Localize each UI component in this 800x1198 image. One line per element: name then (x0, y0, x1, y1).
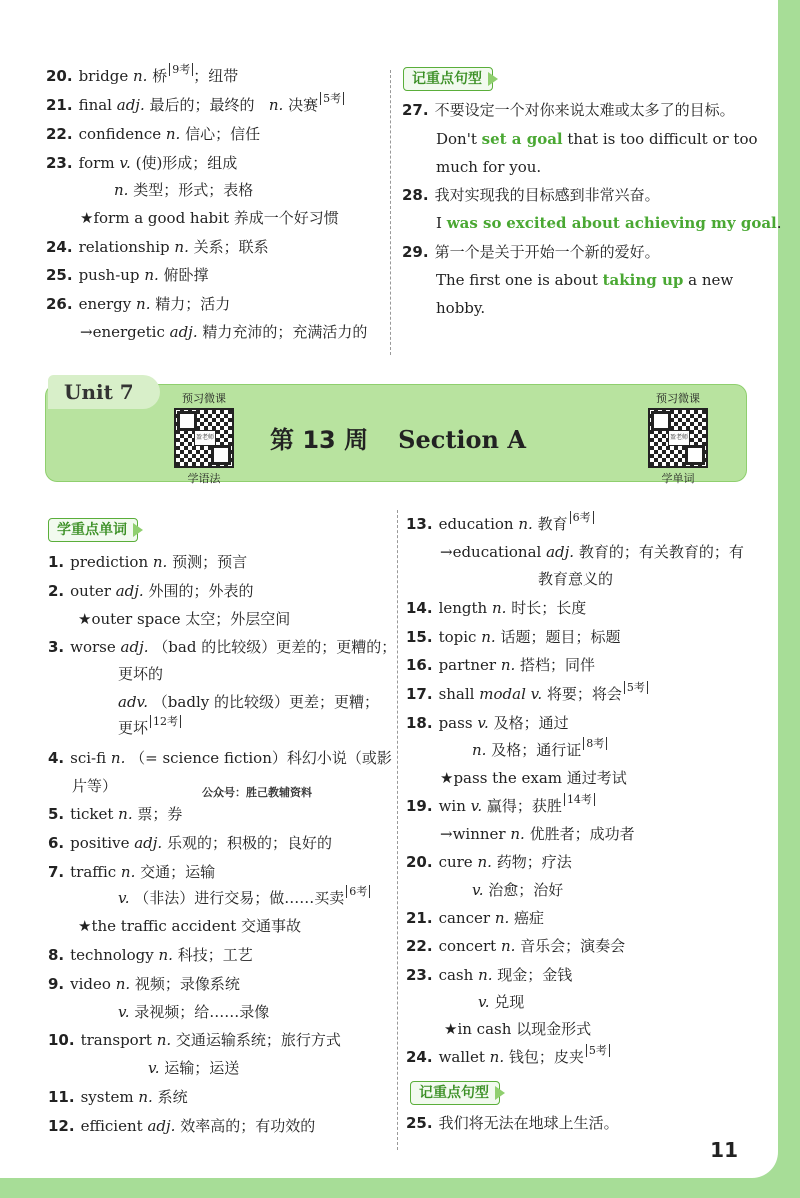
qr-caption-bottom: 学语法 (187, 472, 221, 485)
column-divider (397, 510, 398, 1150)
vocab-subdef: v. 兑现 (478, 993, 525, 1011)
sentence-29-en-cont: hobby. (436, 299, 486, 317)
sentence-28-cn: 28. 我对实现我的目标感到非常兴奋。 (402, 186, 660, 204)
sentence-29-cn: 29. 第一个是关于开始一个新的爱好。 (402, 243, 660, 261)
vocab-item-20: 20. bridge n. 桥 $^{9考}$ ；纽带 (46, 63, 239, 85)
vocab-item-10: 10. transport n. 交通运输系统；旅行方式 (48, 1031, 341, 1049)
exam-count-badge: 9考 (169, 63, 193, 76)
exam-count-badge: 6考 (570, 511, 594, 524)
vocab-item-23: 23. cash n. 现金；金钱 (406, 966, 573, 984)
qr-grammar[interactable] (172, 390, 236, 486)
phrase-star: ★the traffic accident 交通事故 (78, 917, 302, 935)
qr-caption-bottom: 学单词 (661, 472, 695, 485)
vocab-item-22: 22. confidence n. 信心；信任 (46, 125, 261, 143)
section-label: Section A (398, 425, 526, 454)
qr-caption-top: 预习微课 (182, 392, 226, 405)
phrase-star: ★pass the exam 通过考试 (440, 769, 627, 787)
phrase-star: ★in cash 以现金形式 (444, 1020, 592, 1038)
banner-title (270, 420, 526, 455)
qr-caption-top: 预习微课 (656, 392, 700, 405)
phrase-star: ★outer space 太空；外层空间 (78, 610, 291, 628)
exam-count-badge: 14考 (564, 793, 595, 806)
sentence-27-cn: 27. 不要设定一个对你来说太难或太多了的目标。 (402, 101, 735, 119)
vocab-item-6: 6. positive adj. 乐观的；积极的；良好的 (48, 834, 332, 852)
unit-tab: Unit 7 (48, 375, 160, 409)
vocab-item-22: 22. concert n. 音乐会；演奏会 (406, 937, 626, 955)
vocab-subdef: v. 录视频；给……录像 (118, 1003, 270, 1021)
vocab-item-20: 20. cure n. 药物；疗法 (406, 853, 572, 871)
vocab-derivative: →energetic adj. 精力充沛的；充满活力的 (80, 323, 368, 341)
vocab-item-7: 7. traffic n. 交通；运输 (48, 863, 216, 881)
sentence-27-en-cont: much for you. (436, 158, 542, 176)
exam-count-badge: 5考 (586, 1044, 610, 1057)
qr-logo: 盈老师 (668, 430, 690, 446)
key-sentences-tag: 记重点句型 (410, 1081, 500, 1105)
vocab-item-15: 15. topic n. 话题；题目；标题 (406, 628, 621, 646)
key-sentences-tag: 记重点句型 (403, 67, 493, 91)
vocab-item-3: 3. worse adj. （bad 的比较级）更差的；更糟的； (48, 638, 397, 656)
vocab-item-13: 13. education n. 教育 $^{6考}$ (406, 514, 594, 536)
week-label: 第 13 周 (270, 426, 369, 454)
vocab-item-11: 11. system n. 系统 (48, 1088, 188, 1106)
vocab-subdef: n. 类型；形式；表格 (114, 181, 254, 199)
vocab-item-19: 19. win v. 赢得；获胜 $^{14考}$ (406, 796, 595, 818)
vocab-cont: 教育意义的 (538, 570, 614, 588)
qr-logo: 盈老师 (194, 430, 216, 446)
vocab-item-14: 14. length n. 时长；长度 (406, 599, 587, 617)
vocab-item-12: 12. efficient adj. 效率高的；有功效的 (48, 1117, 316, 1135)
vocab-subdef: v. 治愈；治好 (472, 881, 564, 899)
vocab-item-16: 16. partner n. 搭档；同伴 (406, 656, 596, 674)
watermark-text: 公众号：胜己教辅资料 (202, 786, 312, 799)
sentence-25-cn: 25. 我们将无法在地球上生活。 (406, 1114, 619, 1132)
vocab-subdef: v. 运输；运送 (148, 1059, 240, 1077)
vocab-item-25: 25. push-up n. 俯卧撑 (46, 266, 209, 284)
phrase-star: ★form a good habit 养成一个好习惯 (80, 209, 339, 227)
vocab-item-17: 17. shall modal v. 将要；将会 $^{5考}$ (406, 684, 648, 706)
exam-count-badge: 8考 (583, 737, 607, 750)
key-words-tag: 学重点单词 (48, 518, 138, 542)
qr-code-icon[interactable] (174, 408, 234, 468)
vocab-item-24: 24. wallet n. 钱包；皮夹 $^{5考}$ (406, 1047, 610, 1069)
vocab-item-23: 23. form v. (使)形成；组成 (46, 154, 238, 172)
vocab-item-1: 1. prediction n. 预测；预言 (48, 553, 248, 571)
vocab-subdef: v. （非法）进行交易；做……买卖 $^{6考}$ (118, 888, 370, 910)
vocab-subdef: adv. （badly 的比较级）更差；更糟； (118, 693, 379, 711)
vocab-cont: 更坏的 (118, 665, 164, 683)
vocab-item-4: 4. sci-fi n. （= science fiction）科幻小说（或影 (48, 749, 392, 767)
qr-vocab[interactable] (646, 390, 710, 486)
vocab-derivative: →educational adj. 教育的；有关教育的；有 (440, 543, 744, 561)
vocab-item-21: 21. final adj. 最后的；最终的 n. 决赛 $^{5考}$ (46, 95, 344, 117)
vocab-item-2: 2. outer adj. 外围的；外表的 (48, 582, 254, 600)
sentence-28-en: I was so excited about achieving my goal. (436, 214, 782, 232)
page-number: 11 (710, 1138, 738, 1162)
exam-count-badge: 5考 (320, 92, 344, 105)
vocab-item-21: 21. cancer n. 癌症 (406, 909, 545, 927)
vocab-item-8: 8. technology n. 科技；工艺 (48, 946, 253, 964)
vocab-item-5: 5. ticket n. 票；券 (48, 805, 183, 823)
vocab-derivative: →winner n. 优胜者；成功者 (440, 825, 635, 843)
exam-count-badge: 5考 (624, 681, 648, 694)
exam-count-badge: 12考 (150, 715, 181, 728)
vocab-subdef: n. 及格；通行证 $^{8考}$ (472, 740, 607, 762)
vocab-item-24: 24. relationship n. 关系；联系 (46, 238, 269, 256)
vocab-item-18: 18. pass v. 及格；通过 (406, 714, 569, 732)
vocab-item-26: 26. energy n. 精力；活力 (46, 295, 231, 313)
vocab-cont: 更坏 $^{12考}$ (118, 718, 181, 740)
column-divider (390, 70, 391, 355)
exam-count-badge: 6考 (346, 885, 370, 898)
vocab-item-9: 9. video n. 视频；录像系统 (48, 975, 240, 993)
vocab-cont: 片等） (72, 777, 118, 795)
qr-code-icon[interactable] (648, 408, 708, 468)
sentence-27-en: Don't set a goal that is too difficult or too (436, 130, 758, 148)
sentence-29-en: The first one is about taking up a new (436, 271, 734, 289)
